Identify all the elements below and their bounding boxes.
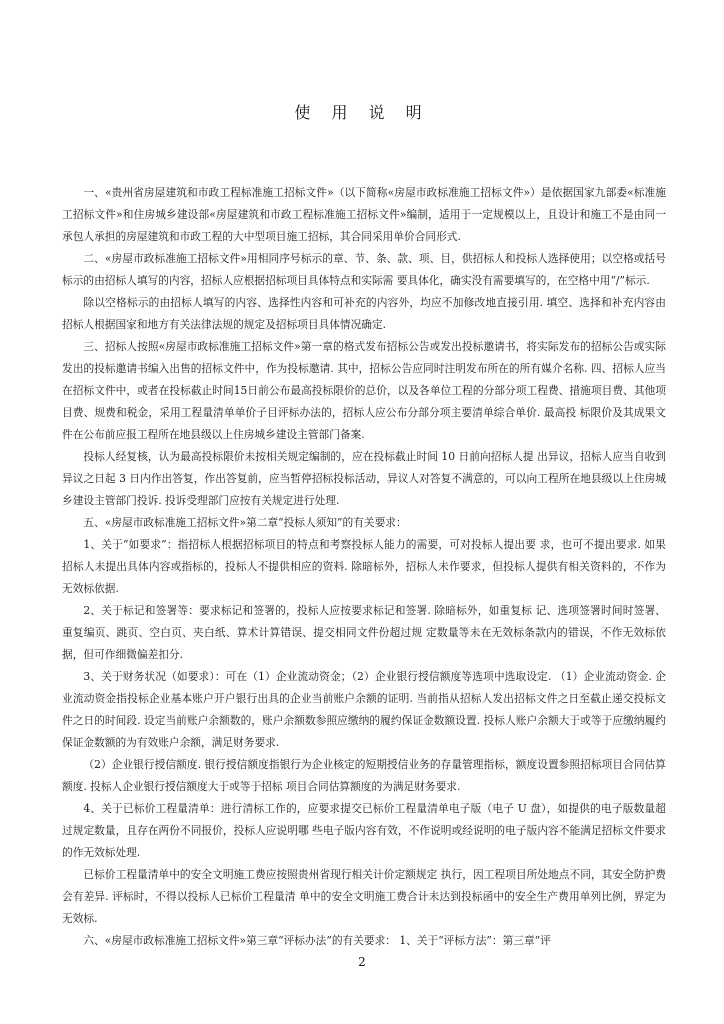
paragraph: 3、关于财务状况（如要求）：可在（1）企业流动资金；（2）企业银行授信额度等选项中选取设定. （1）企业流动资金. 企业流动资金指投标企业基本账户开户银行出具的企业当前账户余额的证明. 当前指从招标人发出招标文件之日至截止递交投标文件之日的时间段. 设定当前账户余额数的，账户余额数参照应缴纳的履约保证金数额设置. 投标人账户余额大于或等于应缴纳履约保证金数额的为有效账户余额，满足财务要求. — [62, 670, 666, 749]
paragraph: 1、关于“如要求”：指招标人根据招标项目的特点和考察投标人能力的需要，可对投标人提出要 求，也可不提出要求. 如果招标人未提出具体内容或指标的，投标人不提供相应的资料. 除暗标外，招标人未作要求，但投标人提供有相关资料的，不作为无效标依据. — [62, 538, 666, 595]
page-number: 2 — [358, 955, 366, 969]
paragraph: （2）企业银行授信额度. 银行授信额度指银行为企业核定的短期授信业务的存量管理指标，额度设置参照招标项目合同估算额度. 投标人企业银行授信额度大于或等于招标 项目合同估算额度的为满足财务要求. — [62, 758, 666, 793]
paragraph: 三、招标人按照«房屋市政标准施工招标文件»第一章的格式发布招标公告或发出投标邀请书，将实际发布的招标公告或实际发出的投标邀请书编入出售的招标文件中，作为投标邀请. 其中，招标公告应同时注明发布所在的所有媒介名称. 四、招标人应当在招标文件中，或者在投标截止时间15日前公布最高投标限价的总价，以及各单位工程的分部分项工程费、措施项目费、其他项目费、规费和税金，采用工程量清单单价子目评标办法的，招标人应公布分部分项主要清单综合单价. 最高投 标限价及其成果文件在公布前应报工程所在地县级以上住房城乡建设主管部门备案. — [62, 340, 666, 441]
paragraph: 已标价工程量清单中的安全文明施工费应按照贵州省现行相关计价定额规定 执行，因工程项目所处地点不同，其安全防护费会有差异. 评标时，不得以投标人已标价工程量清 单中的安全文明施工费合计未达到投标函中的安全生产费用单列比例，界定为无效标. — [62, 868, 666, 925]
paragraph: 五、«房屋市政标准施工招标文件»第二章“投标人须知”的有关要求： — [83, 516, 407, 529]
paragraph: 二、«房屋市政标准施工招标文件»用相同序号标示的章、节、条、款、项、目，供招标人和投标人选择使用；以空格或括号标示的由招标人填写的内容，招标人应根据招标项目具体特点和实际需 要具体化，确实没有需要填写的，在空格中用“/”标示. — [62, 252, 666, 287]
paragraph: 2、关于标记和签署等：要求标记和签署的，投标人应按要求标记和签署. 除暗标外，如重复标 记、选项签署时间时签署、重复编页、跳页、空白页、夹白纸、算术计算错误、提交相同文件份超过规 定数量等未在无效标条款内的错误，不作无效标依据，但可作细微偏差扣分. — [62, 604, 666, 661]
paragraph: 4、关于已标价工程量清单：进行清标工作的，应要求提交已标价工程量清单电子版（电子 U 盘），如提供的电子版数量超过规定数量，且存在两份不同报价，投标人应说明哪 些电子版内容有效，不作说明或经说明的电子版内容不能满足招标文件要求的作无效标处理. — [62, 802, 666, 859]
paragraph: 投标人经复核，认为最高投标限价未按相关规定编制的，应在投标截止时间 10 日前向招标人提 出异议，招标人应当自收到异议之日起 3 日内作出答复，作出答复前，应当暂停招标投标活动，异议人对答复不满意的，可以向工程所在地县级以上住房城乡建设主管部门投诉. 投诉受理部门应按有关规定进行处理. — [62, 450, 666, 507]
paragraph: 六、«房屋市政标准施工招标文件»第三章“评标办法”的有关要求： 1、关于“评标方法”：第三章“评 — [83, 934, 551, 947]
paragraph: 一、«贵州省房屋建筑和市政工程标准施工招标文件»（以下简称«房屋市政标准施工招标文件»）是依据国家九部委«标准施工招标文件»和住房城乡建设部«房屋建筑和市政工程标准施工招标文件»编制，适用于一定规模以上，且设计和施工不是由同一承包人承担的房屋建筑和市政工程的大中型项目施工招标，其合同采用单价合同形式. — [62, 186, 666, 243]
page-title: 使 用 说 明 — [294, 103, 430, 122]
document-body — [62, 182, 666, 952]
paragraph: 除以空格标示的由招标人填写的内容、选择性内容和可补充的内容外，均应不加修改地直接引用. 填空、选择和补充内容由招标人根据国家和地方有关法律法规的规定及招标项目具体情况确定. — [62, 296, 666, 331]
